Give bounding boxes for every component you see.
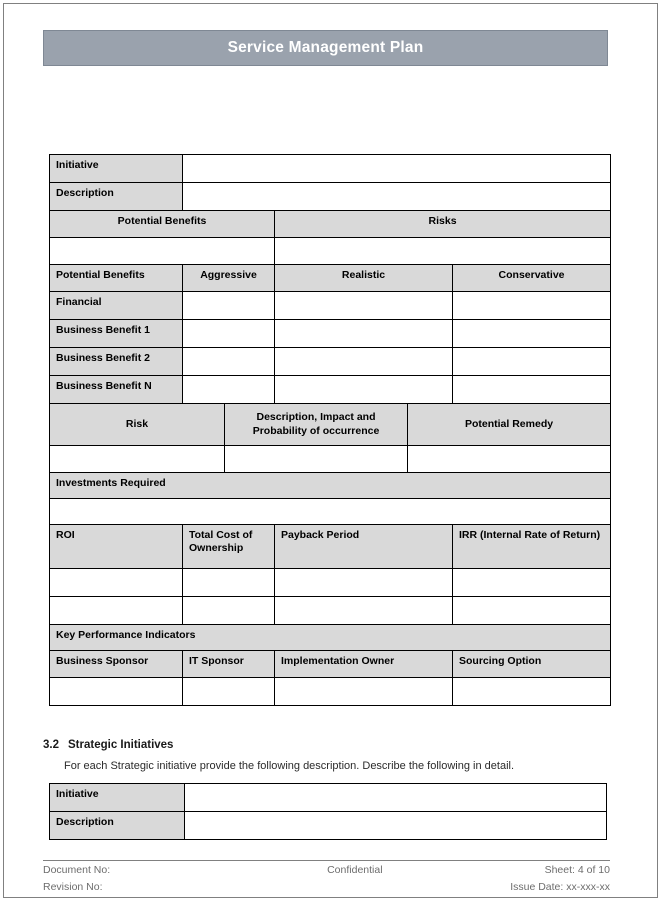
section-title: Strategic Initiatives (68, 739, 174, 751)
table-row-kpi-columns (50, 651, 611, 678)
cell-irr-value-1[interactable] (453, 597, 611, 625)
cell-irr-value-0[interactable] (453, 569, 611, 597)
cell-benefit-conservative-3[interactable] (453, 376, 611, 404)
cell-benefit-label-1: Business Benefit 1 (50, 320, 183, 348)
document-page (3, 3, 658, 898)
table-row (50, 678, 611, 706)
cell-kpi-col-1: IT Sponsor (183, 651, 275, 678)
cell-benefit-aggressive-1[interactable] (183, 320, 275, 348)
cell-roi-col-3: IRR (Internal Rate of Return) (453, 525, 611, 569)
cell-kpi-col-3: Sourcing Option (453, 651, 611, 678)
cell-benefit-label-3: Business Benefit N (50, 376, 183, 404)
cell-business-sponsor-value[interactable] (50, 678, 183, 706)
document-title-bar (43, 30, 608, 66)
table-row-bottom-initiative (50, 784, 607, 812)
table-row-investments-header (50, 473, 611, 499)
footer-issue-date: Issue Date: xx-xxx-xx (510, 881, 610, 893)
cell-risk-col-1: Description, Impact and Probability of occurrence (225, 404, 408, 446)
table-row-risk-values (50, 446, 611, 473)
cell-benefit-label-0: Financial (50, 292, 183, 320)
page-title: Service Management Plan (227, 39, 424, 56)
table-row (50, 348, 611, 376)
footer-divider (43, 860, 610, 861)
table-row-kpi-header (50, 625, 611, 651)
cell-risks-value[interactable] (275, 238, 611, 265)
cell-it-sponsor-value[interactable] (183, 678, 275, 706)
cell-benefits-col-3: Conservative (453, 265, 611, 292)
cell-benefit-aggressive-2[interactable] (183, 348, 275, 376)
footer-confidential: Confidential (327, 864, 383, 876)
table-row-description (50, 183, 611, 211)
cell-benefit-realistic-1[interactable] (275, 320, 453, 348)
initiative-detail-table (49, 154, 611, 706)
table-row-roi-columns (50, 525, 611, 569)
cell-risk-col-0: Risk (50, 404, 225, 446)
cell-risk-description-value[interactable] (225, 446, 408, 473)
cell-tco-value-0[interactable] (183, 569, 275, 597)
cell-description-value[interactable] (183, 183, 611, 211)
cell-bottom-initiative-label: Initiative (50, 784, 185, 812)
cell-tco-value-1[interactable] (183, 597, 275, 625)
cell-potential-benefits-value[interactable] (50, 238, 275, 265)
cell-benefit-conservative-0[interactable] (453, 292, 611, 320)
table-row-risk-columns (50, 404, 611, 446)
table-row-initiative (50, 155, 611, 183)
cell-risks-header: Risks (275, 211, 611, 238)
cell-roi-col-1: Total Cost of Ownership (183, 525, 275, 569)
cell-benefit-realistic-0[interactable] (275, 292, 453, 320)
footer-revision-no: Revision No: (43, 881, 103, 893)
cell-benefits-col-0: Potential Benefits (50, 265, 183, 292)
strategic-initiative-table (49, 783, 607, 840)
cell-risk-value[interactable] (50, 446, 225, 473)
cell-investments-header: Investments Required (50, 473, 611, 499)
cell-investments-value[interactable] (50, 499, 611, 525)
table-row (50, 292, 611, 320)
table-row (50, 320, 611, 348)
cell-benefits-col-1: Aggressive (183, 265, 275, 292)
cell-payback-value-0[interactable] (275, 569, 453, 597)
cell-benefit-conservative-2[interactable] (453, 348, 611, 376)
cell-kpi-col-0: Business Sponsor (50, 651, 183, 678)
cell-initiative-label: Initiative (50, 155, 183, 183)
cell-benefit-realistic-2[interactable] (275, 348, 453, 376)
footer-document-no: Document No: (43, 864, 111, 876)
cell-benefit-label-2: Business Benefit 2 (50, 348, 183, 376)
cell-roi-col-2: Payback Period (275, 525, 453, 569)
footer-row-top (43, 864, 610, 881)
cell-bottom-initiative-value[interactable] (185, 784, 607, 812)
table-row (50, 376, 611, 404)
section-heading (43, 739, 173, 751)
cell-benefit-aggressive-3[interactable] (183, 376, 275, 404)
footer-row-bottom (43, 881, 610, 898)
cell-description-label: Description (50, 183, 183, 211)
cell-sourcing-option-value[interactable] (453, 678, 611, 706)
cell-roi-value-1[interactable] (50, 597, 183, 625)
page-footer (43, 864, 610, 898)
cell-bottom-description-label: Description (50, 812, 185, 840)
footer-sheet-number: Sheet: 4 of 10 (544, 864, 610, 876)
table-row-benefits-risks-values (50, 238, 611, 265)
table-row-bottom-description (50, 812, 607, 840)
cell-benefits-col-2: Realistic (275, 265, 453, 292)
cell-benefit-conservative-1[interactable] (453, 320, 611, 348)
table-row-benefits-columns (50, 265, 611, 292)
table-row (50, 569, 611, 597)
cell-benefit-realistic-3[interactable] (275, 376, 453, 404)
cell-risk-col-2: Potential Remedy (408, 404, 611, 446)
cell-implementation-owner-value[interactable] (275, 678, 453, 706)
cell-kpi-header: Key Performance Indicators (50, 625, 611, 651)
cell-payback-value-1[interactable] (275, 597, 453, 625)
cell-risk-remedy-value[interactable] (408, 446, 611, 473)
table-row-investments-value (50, 499, 611, 525)
cell-potential-benefits-header: Potential Benefits (50, 211, 275, 238)
table-row (50, 597, 611, 625)
section-body-text: For each Strategic initiative provide the following description. Describe the following in detail. (64, 760, 515, 772)
table-row-benefits-risks-header (50, 211, 611, 238)
cell-initiative-value[interactable] (183, 155, 611, 183)
cell-roi-value-0[interactable] (50, 569, 183, 597)
cell-roi-col-0: ROI (50, 525, 183, 569)
section-number: 3.2 (43, 739, 59, 751)
cell-kpi-col-2: Implementation Owner (275, 651, 453, 678)
cell-bottom-description-value[interactable] (185, 812, 607, 840)
cell-benefit-aggressive-0[interactable] (183, 292, 275, 320)
